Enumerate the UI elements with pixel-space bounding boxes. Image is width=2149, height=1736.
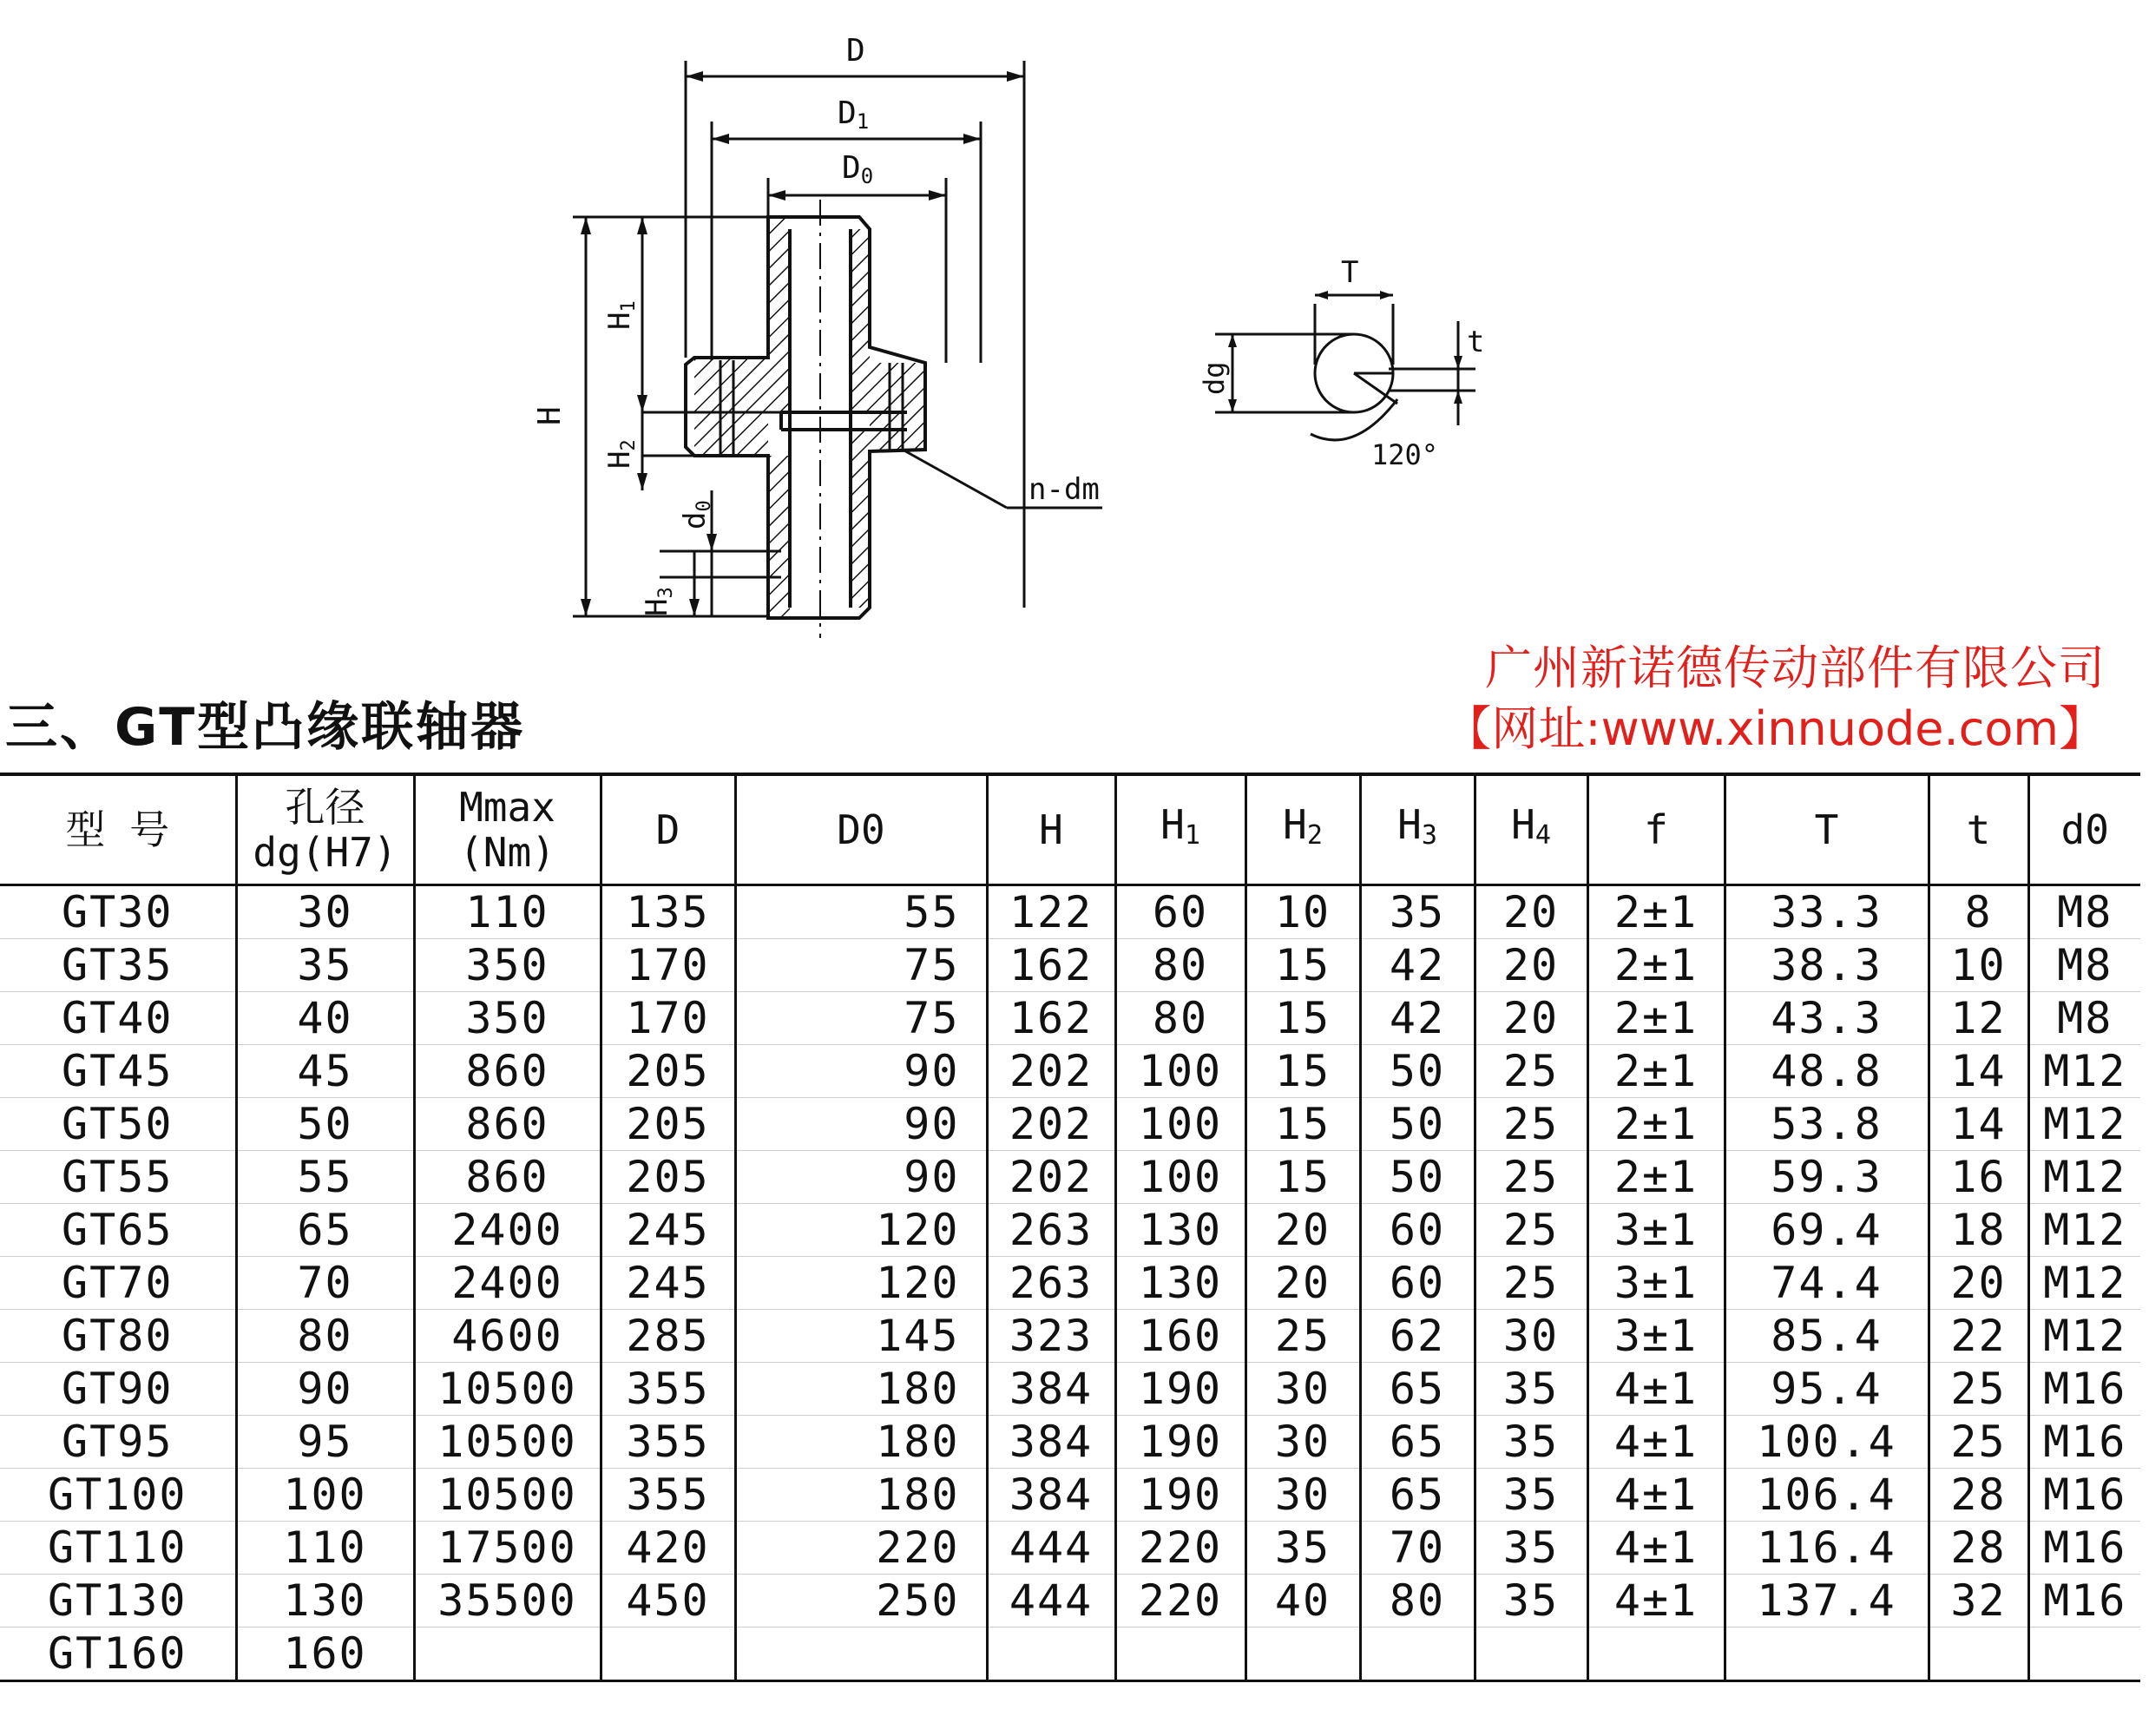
table-cell: 50	[1360, 1151, 1475, 1204]
table-cell: 35	[1475, 1416, 1587, 1469]
table-cell	[2028, 1628, 2140, 1681]
table-cell: 860	[414, 1098, 601, 1151]
table-cell: 202	[987, 1045, 1115, 1098]
column-header	[1475, 774, 1587, 885]
table-cell: M12	[2028, 1151, 2140, 1204]
table-row	[0, 885, 2140, 939]
table-row	[0, 1204, 2140, 1257]
table-row	[0, 1257, 2140, 1310]
table-cell: 28	[1929, 1469, 2028, 1522]
table-cell: 25	[1929, 1416, 2028, 1469]
table-cell: 35500	[414, 1575, 601, 1628]
table-cell: 12	[1929, 992, 2028, 1045]
column-header-label: 孔径	[285, 784, 365, 831]
table-cell: 80	[236, 1310, 414, 1363]
table-cell: 355	[601, 1469, 735, 1522]
table-cell: 4±1	[1587, 1522, 1725, 1575]
column-header-label: d0	[2060, 806, 2109, 853]
table-cell: 80	[1115, 939, 1245, 992]
table-cell: 60	[1360, 1257, 1475, 1310]
table-cell: 25	[1475, 1098, 1587, 1151]
company-block	[1444, 638, 2106, 760]
table-cell: 65	[1360, 1469, 1475, 1522]
table-cell: 444	[987, 1575, 1115, 1628]
column-header	[2028, 774, 2140, 885]
table-cell: GT65	[0, 1204, 236, 1257]
dim-t-label: t	[1467, 325, 1485, 359]
table-cell: 20	[1245, 1257, 1360, 1310]
column-header	[236, 774, 414, 885]
dim-H2-label: H2	[602, 439, 640, 469]
table-cell: 30	[1475, 1310, 1587, 1363]
keyway-detail-drawing	[1198, 243, 1510, 486]
table-cell: 25	[1245, 1310, 1360, 1363]
table-cell: 32	[1929, 1575, 2028, 1628]
dim-ndm-label: n-dm	[1028, 472, 1100, 507]
table-cell: 220	[735, 1522, 987, 1575]
table-cell: 2±1	[1587, 992, 1725, 1045]
column-header-subscript: 4	[1535, 819, 1551, 851]
table-cell	[1725, 1628, 1929, 1681]
table-cell: GT130	[0, 1575, 236, 1628]
table-cell: 137.4	[1725, 1575, 1929, 1628]
column-header-label-line2: dg(H7)	[253, 829, 398, 876]
table-cell	[1475, 1628, 1587, 1681]
table-cell: 30	[1245, 1469, 1360, 1522]
table-cell: 122	[987, 885, 1115, 939]
table-cell: 48.8	[1725, 1045, 1929, 1098]
column-header	[601, 774, 735, 885]
table-cell: 16	[1929, 1151, 2028, 1204]
table-cell: 130	[236, 1575, 414, 1628]
table-cell: 190	[1115, 1469, 1245, 1522]
table-cell: 30	[1245, 1363, 1360, 1416]
table-cell: GT55	[0, 1151, 236, 1204]
table-cell: GT50	[0, 1098, 236, 1151]
table-row	[0, 1363, 2140, 1416]
table-cell: 2±1	[1587, 1045, 1725, 1098]
column-header	[1115, 774, 1245, 885]
table-cell: M8	[2028, 992, 2140, 1045]
company-url[interactable]: 【网址:www.xinnuode.com】	[1444, 701, 2106, 756]
table-cell: 90	[735, 1151, 987, 1204]
table-cell: 3±1	[1587, 1257, 1725, 1310]
column-header-label: H	[1039, 806, 1063, 853]
table-cell: 15	[1245, 1045, 1360, 1098]
table-cell: 43.3	[1725, 992, 1929, 1045]
table-cell	[1929, 1628, 2028, 1681]
table-cell: 220	[1115, 1575, 1245, 1628]
column-header-label: H	[1283, 800, 1307, 848]
table-cell: 80	[1115, 992, 1245, 1045]
table-cell: 74.4	[1725, 1257, 1929, 1310]
column-header-label: Mmax	[459, 784, 555, 831]
column-header	[735, 774, 987, 885]
table-cell: 100	[236, 1469, 414, 1522]
table-cell: 8	[1929, 885, 2028, 939]
table-row	[0, 1045, 2140, 1098]
table-cell: 110	[236, 1522, 414, 1575]
table-cell: 65	[1360, 1363, 1475, 1416]
table-cell: 30	[236, 885, 414, 939]
table-row	[0, 939, 2140, 992]
dim-H1-label: H1	[602, 300, 640, 330]
table-cell: 444	[987, 1522, 1115, 1575]
table-cell: 4±1	[1587, 1575, 1725, 1628]
company-name: 广州新诺德传动部件有限公司	[1485, 641, 2106, 695]
table-cell: 10500	[414, 1363, 601, 1416]
table-cell: 70	[1360, 1522, 1475, 1575]
table-cell: 450	[601, 1575, 735, 1628]
table-cell: 65	[1360, 1416, 1475, 1469]
table-cell: 33.3	[1725, 885, 1929, 939]
table-cell: 17500	[414, 1522, 601, 1575]
table-cell: GT80	[0, 1310, 236, 1363]
table-cell: 2±1	[1587, 939, 1725, 992]
table-cell: 25	[1475, 1151, 1587, 1204]
table-cell: 53.8	[1725, 1098, 1929, 1151]
table-row	[0, 1416, 2140, 1469]
table-cell: 135	[601, 885, 735, 939]
column-header-label: t	[1966, 806, 1991, 853]
table-cell: M16	[2028, 1416, 2140, 1469]
column-header-label: H	[1160, 800, 1185, 848]
table-cell: M12	[2028, 1204, 2140, 1257]
table-cell: 190	[1115, 1363, 1245, 1416]
table-cell: 160	[236, 1628, 414, 1681]
table-cell: 120	[735, 1204, 987, 1257]
column-header	[0, 774, 236, 885]
dim-D-label: D	[846, 33, 865, 69]
table-cell	[987, 1628, 1115, 1681]
table-cell: 110	[414, 885, 601, 939]
table-cell: 85.4	[1725, 1310, 1929, 1363]
table-cell: 28	[1929, 1522, 2028, 1575]
table-cell: 2±1	[1587, 1098, 1725, 1151]
table-cell: 75	[735, 939, 987, 992]
table-cell: 42	[1360, 992, 1475, 1045]
column-header-label: D	[655, 806, 680, 853]
column-header	[1245, 774, 1360, 885]
table-cell: 60	[1360, 1204, 1475, 1257]
table-cell: 18	[1929, 1204, 2028, 1257]
table-cell: 205	[601, 1045, 735, 1098]
table-cell: 384	[987, 1416, 1115, 1469]
table-cell: GT70	[0, 1257, 236, 1310]
dim-T-label: T	[1341, 255, 1359, 290]
table-cell: 116.4	[1725, 1522, 1929, 1575]
table-cell: 285	[601, 1310, 735, 1363]
table-cell: 14	[1929, 1098, 2028, 1151]
table-cell: 80	[1360, 1575, 1475, 1628]
table-cell: 10500	[414, 1469, 601, 1522]
table-cell: 3±1	[1587, 1204, 1725, 1257]
coupling-section-drawing	[521, 17, 1146, 642]
table-cell: 100.4	[1725, 1416, 1929, 1469]
table-cell: 35	[1360, 885, 1475, 939]
column-header	[987, 774, 1115, 885]
table-cell: 250	[735, 1575, 987, 1628]
table-cell: GT35	[0, 939, 236, 992]
table-cell: 355	[601, 1416, 735, 1469]
table-cell: 90	[236, 1363, 414, 1416]
column-header	[1929, 774, 2028, 885]
table-cell: 50	[1360, 1045, 1475, 1098]
table-cell: 205	[601, 1098, 735, 1151]
table-cell: 22	[1929, 1310, 2028, 1363]
table-cell: M12	[2028, 1310, 2140, 1363]
table-cell	[735, 1628, 987, 1681]
table-cell: 10	[1245, 885, 1360, 939]
table-cell: 20	[1475, 939, 1587, 992]
table-cell: 15	[1245, 1151, 1360, 1204]
table-cell: 170	[601, 992, 735, 1045]
table-cell: 40	[1245, 1575, 1360, 1628]
table-cell: GT110	[0, 1522, 236, 1575]
dim-d0-label: d0	[678, 500, 715, 529]
table-cell: 263	[987, 1257, 1115, 1310]
table-cell: 100	[1115, 1045, 1245, 1098]
table-cell: 35	[1475, 1522, 1587, 1575]
table-cell: 14	[1929, 1045, 2028, 1098]
table-cell: 4600	[414, 1310, 601, 1363]
table-cell: 35	[1475, 1469, 1587, 1522]
table-cell: M12	[2028, 1257, 2140, 1310]
table-cell: 40	[236, 992, 414, 1045]
table-cell: 180	[735, 1363, 987, 1416]
column-header	[1587, 774, 1725, 885]
table-cell: 860	[414, 1151, 601, 1204]
table-cell: 355	[601, 1363, 735, 1416]
table-cell: 3±1	[1587, 1310, 1725, 1363]
table-cell: 384	[987, 1363, 1115, 1416]
table-row	[0, 992, 2140, 1045]
table-cell: M16	[2028, 1522, 2140, 1575]
table-cell: M12	[2028, 1045, 2140, 1098]
table-cell: 35	[1475, 1575, 1587, 1628]
table-cell: 15	[1245, 1098, 1360, 1151]
table-cell: 106.4	[1725, 1469, 1929, 1522]
table-cell: 4±1	[1587, 1363, 1725, 1416]
table-cell: 120	[735, 1257, 987, 1310]
column-header-subscript: 1	[1184, 819, 1200, 851]
table-cell: GT90	[0, 1363, 236, 1416]
table-cell: 20	[1475, 992, 1587, 1045]
table-row	[0, 1469, 2140, 1522]
table-row	[0, 1522, 2140, 1575]
table-cell: M12	[2028, 1098, 2140, 1151]
column-header-subscript: 2	[1306, 819, 1323, 851]
table-cell: 62	[1360, 1310, 1475, 1363]
table-cell: 38.3	[1725, 939, 1929, 992]
table-cell: M8	[2028, 885, 2140, 939]
table-cell: 42	[1360, 939, 1475, 992]
table-cell: 130	[1115, 1257, 1245, 1310]
table-cell: 95.4	[1725, 1363, 1929, 1416]
column-header-label: 型 号	[65, 806, 170, 853]
table-cell: 25	[1475, 1204, 1587, 1257]
table-cell: 100	[1115, 1151, 1245, 1204]
table-cell: 245	[601, 1257, 735, 1310]
table-cell: 50	[1360, 1098, 1475, 1151]
column-header-label-line2: (Nm)	[459, 829, 555, 876]
table-cell: 2±1	[1587, 1151, 1725, 1204]
table-cell: 90	[735, 1098, 987, 1151]
table-cell: 65	[236, 1204, 414, 1257]
table-cell: 180	[735, 1416, 987, 1469]
table-cell: 75	[735, 992, 987, 1045]
table-cell: 170	[601, 939, 735, 992]
table-cell: GT45	[0, 1045, 236, 1098]
table-cell: 70	[236, 1257, 414, 1310]
column-header-label: T	[1814, 806, 1839, 853]
table-cell: 35	[1475, 1363, 1587, 1416]
table-cell: 20	[1929, 1257, 2028, 1310]
table-cell: 100	[1115, 1098, 1245, 1151]
table-cell: 420	[601, 1522, 735, 1575]
table-cell: 20	[1475, 885, 1587, 939]
column-header	[1360, 774, 1475, 885]
table-cell: M16	[2028, 1363, 2140, 1416]
table-cell: 45	[236, 1045, 414, 1098]
table-cell: 55	[735, 885, 987, 939]
table-cell: 245	[601, 1204, 735, 1257]
table-cell: M16	[2028, 1469, 2140, 1522]
table-cell: 2400	[414, 1204, 601, 1257]
table-row	[0, 1575, 2140, 1628]
table-cell	[1115, 1628, 1245, 1681]
table-cell	[414, 1628, 601, 1681]
table-cell: 4±1	[1587, 1416, 1725, 1469]
column-header-label: D0	[837, 806, 885, 853]
table-cell: GT100	[0, 1469, 236, 1522]
table-cell: 180	[735, 1469, 987, 1522]
dim-dg-label: dg	[1198, 361, 1231, 395]
table-cell: 4±1	[1587, 1469, 1725, 1522]
section-title: 三、GT型凸缘联轴器	[5, 697, 526, 758]
table-cell: 384	[987, 1469, 1115, 1522]
table-header	[0, 774, 2140, 885]
table-body	[0, 885, 2140, 1681]
spec-table	[0, 773, 2140, 1682]
table-cell: 350	[414, 939, 601, 992]
table-cell: 30	[1245, 1416, 1360, 1469]
column-header-label: H	[1511, 800, 1535, 848]
table-cell: 25	[1475, 1257, 1587, 1310]
table-cell: 10500	[414, 1416, 601, 1469]
table-cell	[1587, 1628, 1725, 1681]
table-cell: 162	[987, 939, 1115, 992]
table-cell: 10	[1929, 939, 2028, 992]
table-cell: 190	[1115, 1416, 1245, 1469]
table-cell: 160	[1115, 1310, 1245, 1363]
table-cell: 25	[1929, 1363, 2028, 1416]
table-cell: 15	[1245, 992, 1360, 1045]
table-cell	[1360, 1628, 1475, 1681]
table-row	[0, 1098, 2140, 1151]
column-header	[414, 774, 601, 885]
table-cell: 25	[1475, 1045, 1587, 1098]
table-row	[0, 1151, 2140, 1204]
table-cell: 162	[987, 992, 1115, 1045]
table-cell: 263	[987, 1204, 1115, 1257]
table-cell	[1245, 1628, 1360, 1681]
table-cell: 2±1	[1587, 885, 1725, 939]
table-cell: 35	[236, 939, 414, 992]
table-cell: 205	[601, 1151, 735, 1204]
table-cell: M16	[2028, 1575, 2140, 1628]
table-cell: M8	[2028, 939, 2140, 992]
table-cell: 20	[1245, 1204, 1360, 1257]
column-header-label: f	[1644, 806, 1668, 853]
table-cell: 860	[414, 1045, 601, 1098]
table-cell: 60	[1115, 885, 1245, 939]
dim-D0-label: D0	[842, 150, 874, 188]
dim-H3-label: H3	[640, 587, 677, 616]
table-row	[0, 1310, 2140, 1363]
table-row	[0, 1628, 2140, 1681]
table-cell: 69.4	[1725, 1204, 1929, 1257]
table-cell: 130	[1115, 1204, 1245, 1257]
table-cell: GT30	[0, 885, 236, 939]
table-cell: 202	[987, 1151, 1115, 1204]
dim-D1-label: D1	[838, 95, 870, 134]
column-header-subscript: 3	[1421, 819, 1437, 851]
table-cell: 50	[236, 1098, 414, 1151]
table-cell: 15	[1245, 939, 1360, 992]
table-cell	[601, 1628, 735, 1681]
table-cell: 2400	[414, 1257, 601, 1310]
table-cell: 323	[987, 1310, 1115, 1363]
table-cell: 95	[236, 1416, 414, 1469]
table-cell: GT95	[0, 1416, 236, 1469]
table-cell: 59.3	[1725, 1151, 1929, 1204]
header-row	[0, 774, 2140, 885]
table-cell: 55	[236, 1151, 414, 1204]
table-cell: 90	[735, 1045, 987, 1098]
column-header	[1725, 774, 1929, 885]
table-cell: 202	[987, 1098, 1115, 1151]
angle-120-label: 120°	[1371, 438, 1439, 471]
table-cell: 35	[1245, 1522, 1360, 1575]
table-cell: GT160	[0, 1628, 236, 1681]
table-cell: 145	[735, 1310, 987, 1363]
column-header-label: H	[1397, 800, 1422, 848]
dim-H-label: H	[532, 406, 568, 425]
table-cell: GT40	[0, 992, 236, 1045]
table-cell: 220	[1115, 1522, 1245, 1575]
table-cell: 350	[414, 992, 601, 1045]
